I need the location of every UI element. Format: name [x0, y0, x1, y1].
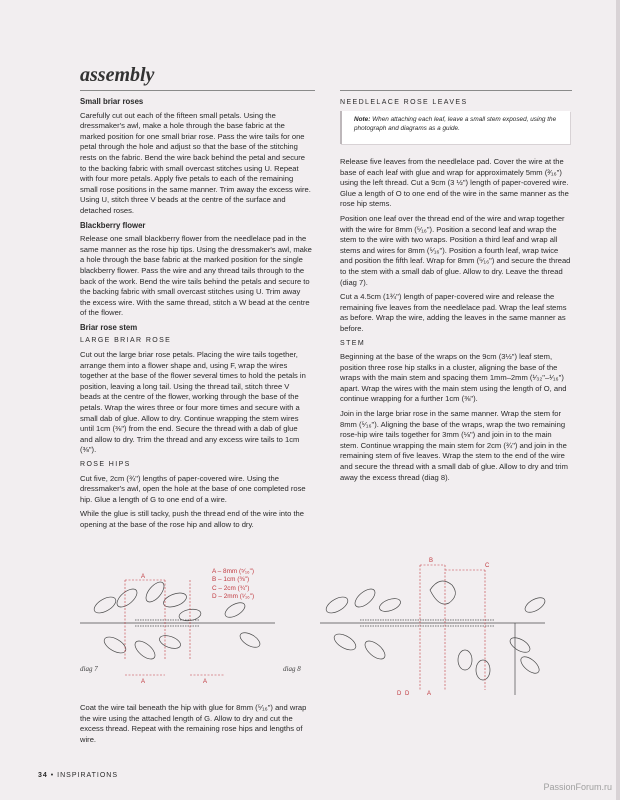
diag7-letter-a3: A — [203, 679, 208, 685]
small-roses-heading: Small briar roses — [80, 97, 144, 106]
large-rose — [430, 581, 455, 604]
footer-separator: • — [50, 772, 55, 779]
page-number: 34 — [38, 772, 48, 779]
diagram-caption: Coat the wire tail beneath the hip with glue for 8mm (⁵⁄₁₆") and wrap the wire using the attached length of G. Allow to dry and cut the excess thread. Repeat with the remaining rose hips and lengths of wire. — [80, 703, 307, 744]
diag7-letters — [141, 574, 207, 685]
diag8-letters — [397, 558, 490, 697]
blackberry-text: Release one small blackberry flower from the needlelace pad in the same manner as the rose hip tips. Using the dressmaker's awl, make a hole through the base fabric at the marked position for the single blackberry flower. Pass the wire and any thread tails through to the back of the work. Bend the wire tails behind the petals and secure to the backing fabric with small overcast stitches using U. Trim away the excess wire. With the same thread, stitch a W bead at the centre of the flower. — [80, 234, 312, 318]
rose-hips-text-2: While the glue is still tacky, push the thread end of the wire into the opening at the base of the rose hip and allow to dry. — [80, 509, 304, 529]
stem-text-2: Join in the large briar rose in the same manner. Wrap the stem for 8mm (⁵⁄₁₆"). Aligning the base of the wraps, wrap the two remaining rose-hip wire tails together for 3mm (⅛") and join in to the main stem. Continue wrapping the main stem for 2cm (¾") and join in the remaining stem of five leaves. Wrap the stem to the end of the wire and secure the thread with a small dab of glue. Allow to dry and trim away the excess thread (diag 8). — [340, 409, 568, 482]
rose-hips-text-1: Cut five, 2cm (¾") lengths of paper-covered wire. Using the dressmaker's awl, open the hole at the base of one completed rose hip. Glue a length of G to one end of a wire. — [80, 473, 306, 504]
large-rose-text: Cut out the large briar rose petals. Placing the wire tails together, arrange them into a flower shape and, using F, wrap the wires together at the base of the flower several times to hold the petals in position, leaving a long tail. Using the thread tail, stitch three V beads at the centre of the flower, working through the base of the petals. Wrap the wires three or four more times and secure with a small dab of glue. Allow to dry. Continue wrapping the stem wires until 1cm (⅜") from the end. Secure the thread with a dab of glue and allow to dry. Trim the thread and any excess wire tails to 1cm (⅜"). — [80, 350, 306, 455]
stem-text-1: Beginning at the base of the wraps on the 9cm (3½") leaf stem, position three rose hip stalks in a cluster, aligning the base of the wraps with the main stem and spacing them 1mm–2mm (¹⁄₃₂"–¹⁄₁₆") apart. Wrap the wires with the main stem using the length of O, and continue wrapping for a further 1cm (⅜"). — [340, 352, 567, 404]
legend-item-d: D – 2mm (¹⁄₁₆") — [212, 593, 255, 601]
page-edge — [616, 0, 620, 800]
diag7-measures — [125, 580, 225, 675]
rose-hip — [458, 650, 472, 670]
leaves-text-1: Release five leaves from the needlelace pad. Cover the wire at the base of each leaf with glue and wrap for approximately 5mm (³⁄₁₆") using the left thread. Cut a 9cm (3 ½") length of paper-covered wire. Glue a length of O to one end of the wire in the same manner as the rose hip stems. — [340, 157, 569, 209]
diag8-letter-d2: D — [405, 691, 410, 697]
diag8-drawing — [320, 581, 547, 695]
diag7-leaf — [114, 586, 140, 611]
note-box — [340, 111, 570, 144]
rose-hips-heading: ROSE HIPS — [80, 461, 131, 468]
legend-item-a: A – 8mm (⁵⁄₁₆") — [212, 568, 254, 575]
legend-item-c: C – 2cm (¾") — [212, 584, 250, 592]
diag7-letter-a2: A — [141, 679, 146, 685]
diag8-letter-b: B — [429, 558, 434, 564]
small-roses-text: Carefully cut out each of the fifteen small petals. Using the dressmaker's awl, make a hole through the base fabric at the marked position for one small briar rose. Pass the wire tails for one petal through the hole and adjust so that the base of the stitching rests on the fabric. Bend the wire back behind the petal and secure to the backing fabric with small overcast stitches using U. Repeat with four more petals. Apply five petals to each of the remaining small rose positions in the same manner. Trim away the excess wire. Using U, stitch three V beads at the centre of the surface and detached roses. — [80, 110, 311, 215]
leaves-text-3: Cut a 4.5cm (1¾") length of paper-covered wire and release the remaining five leaves from the needlelace pad. Wrap the leaf stems as before. Wrap the wire, adding the leaves in the same manner as before. — [340, 292, 567, 333]
watermark: PassionForum.ru — [543, 782, 612, 792]
diag7-label: diag 7 — [80, 665, 98, 673]
diag8-label: diag 8 — [283, 665, 301, 673]
stem-heading: Briar rose stem — [80, 322, 138, 332]
diag7-leaf — [132, 638, 158, 663]
diag8-measures — [420, 565, 485, 690]
legend-item-b: B – 1cm (⅜") — [212, 576, 250, 584]
diag7-letter-a: A — [141, 574, 146, 580]
right-column-heading — [340, 95, 572, 112]
note-label: Note: — [354, 116, 371, 123]
rose-hip — [476, 660, 490, 680]
stem-section-heading: STEM — [340, 339, 366, 347]
page-title: assembly — [80, 64, 155, 86]
leaves-text-2: Position one leaf over the thread end of the wire and wrap together with the wire for 8mm (⁵⁄₁₆"). Position a second leaf and wrap the stem to the wire with two wraps. Position a third leaf and wrap all stems and wires for 8mm (⁵⁄₁₆"). Position a fourth leaf, wrap twice and position the fifth leaf. Wrap for 8mm (⁵⁄₁₆") and secure the thread to the stem with a small dab of glue. Allow to dry. Leave the thread (diag 7). — [340, 213, 571, 287]
diag7-leaf — [162, 590, 189, 609]
diag7-leaf — [92, 594, 119, 616]
diag7-leaf — [158, 633, 182, 651]
title-rule — [80, 90, 315, 91]
diag8-letter-d: D — [397, 691, 402, 697]
blackberry-heading: Blackberry flower — [80, 220, 146, 230]
large-rose-heading: LARGE BRIAR ROSE — [80, 337, 172, 345]
leaves-heading: NEEDLELACE ROSE LEAVES — [340, 99, 468, 106]
diag7-leaf — [102, 634, 129, 656]
assembly-diagrams — [75, 550, 615, 700]
title-rule-right — [340, 90, 572, 91]
page-footer — [38, 772, 118, 779]
diag7-leaf — [223, 600, 248, 621]
measurement-legend — [212, 568, 254, 602]
diag7-leaf — [238, 630, 263, 651]
left-column — [80, 95, 312, 535]
note-text: When attaching each leaf, leave a small stem exposed, using the photograph and diagrams as a guide. — [354, 116, 557, 132]
right-column — [340, 157, 572, 487]
diag8-letter-a: A — [427, 691, 432, 697]
diag8-letter-c: C — [485, 563, 490, 569]
magazine-name: INSPIRATIONS — [57, 772, 119, 779]
